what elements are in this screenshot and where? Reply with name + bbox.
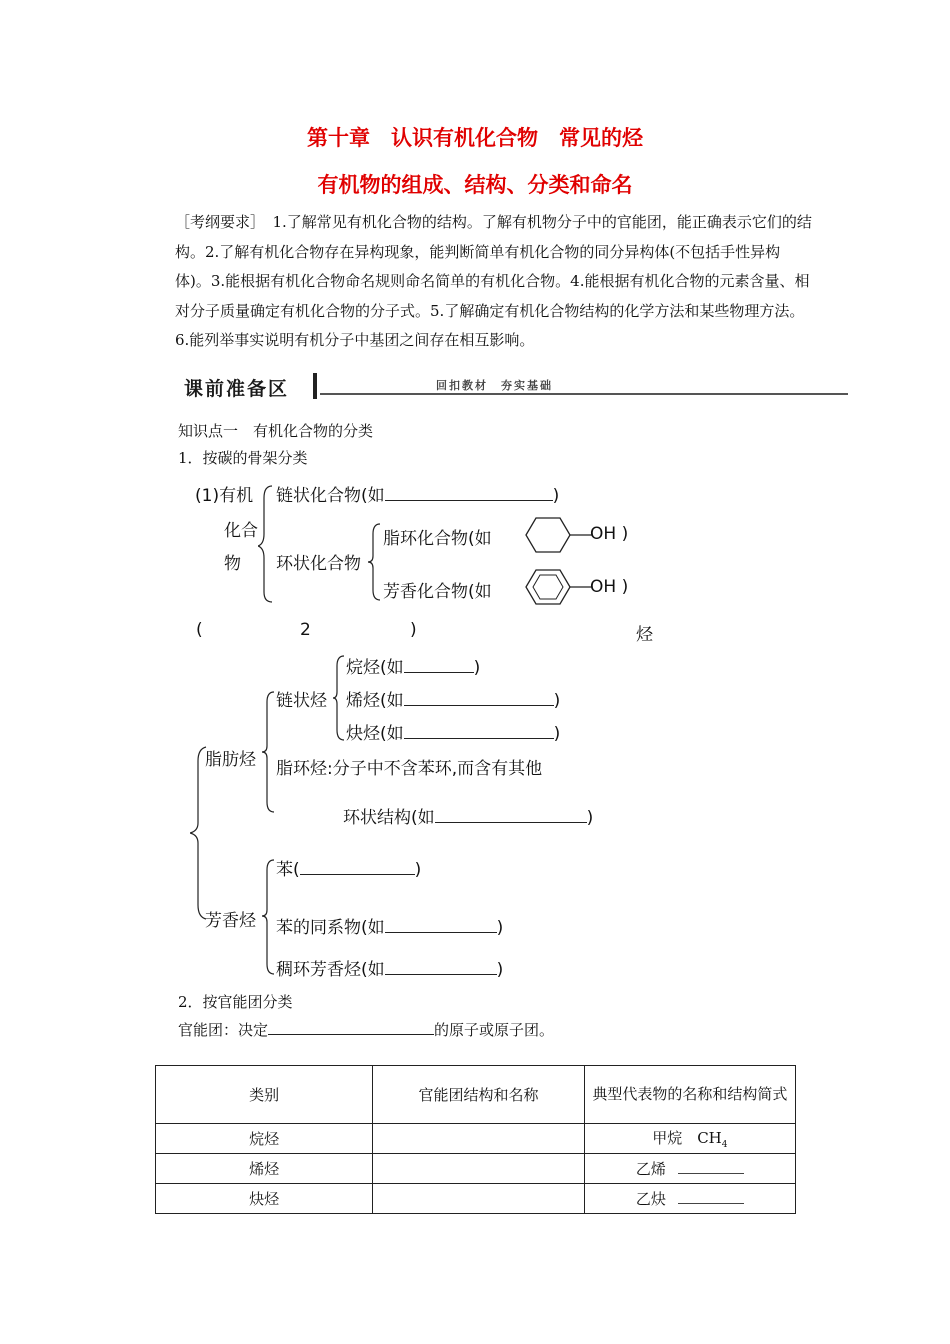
section-rule: [320, 393, 848, 395]
alicyclic-label: 脂环化合物(如: [383, 529, 492, 549]
chain-hydrocarbon-brace: [333, 654, 347, 742]
row-representative: 乙炔: [584, 1184, 795, 1214]
other-ring-label: 环状结构(如 ): [343, 808, 594, 828]
section-tagline: 回扣教材 夯实基础: [436, 379, 553, 392]
alicyclic-oh: OH ): [590, 524, 629, 544]
row-representative: 乙烯: [584, 1154, 795, 1184]
lesson-title: 有机物的组成、结构、分类和命名: [317, 173, 633, 197]
header-representative: 典型代表物的名称和结构简式: [584, 1066, 795, 1124]
row-functional-group: [373, 1124, 584, 1154]
functional-group-heading: 2．按官能团分类: [178, 993, 293, 1011]
alkene-label: 烯烃(如 ): [346, 691, 561, 711]
tree1-root-line1: (1)有机: [195, 486, 254, 506]
answer-blank: [678, 1159, 744, 1174]
header-category: 类别: [156, 1066, 373, 1124]
row-representative: 甲烷 $CH_4$: [584, 1124, 795, 1154]
benzene-homolog-label: 苯的同系物(如 ): [276, 918, 504, 938]
alkyne-label: 炔烃(如 ): [346, 724, 561, 744]
aliphatic-label: 脂肪烃: [205, 750, 256, 770]
aromatic-hydrocarbon-label: 芳香烃: [205, 911, 256, 931]
tree2-number: 2: [300, 620, 311, 640]
section-title: 课前准备区: [184, 378, 290, 400]
functional-group-definition: 官能团：决定 的原子或原子团。: [178, 1021, 555, 1039]
alicyclic-hydrocarbon-label: 脂环烃:分子中不含苯环,而含有其他: [276, 759, 543, 779]
aromatic-compound-label: 芳香化合物(如: [383, 582, 492, 602]
ring-brace: [368, 522, 384, 602]
exam-requirements: ［考纲要求］ 1.了解常见有机化合物的结构。了解有机物分子中的官能团，能正确表示它们的结构。2.了解有机化合物存在异构现象，能判断简单有机化合物的同分异构体(不包括手性异构体)。3.能根据有机化合物命名规则命名简单的有机化合物。4.能根据有机化合物的元素含量、相对分子质量确定有机化合物的分子式。5.了解确定有机化合物结构的化学方法和某些物理方法。6.能列举事实说明有机分子中基团之间存在相互影响。: [175, 213, 812, 349]
row-category: 烷烃: [156, 1124, 373, 1154]
row-category: 烯烃: [156, 1154, 373, 1184]
table-row: [156, 1124, 796, 1154]
hydrocarbon-brace: [190, 745, 210, 921]
table-row: [156, 1184, 796, 1214]
row-functional-group: [373, 1154, 584, 1184]
tree2-close: ): [410, 620, 417, 640]
aromatic-oh: OH ): [590, 577, 629, 597]
chain-compound-label: 链状化合物(如 ): [276, 486, 560, 506]
tree2-open: (: [196, 620, 203, 640]
classification-table: [155, 1065, 796, 1214]
cyclohexanol-structure: [512, 514, 594, 556]
tree1-root-line2: 化合: [224, 521, 258, 541]
table-row: [156, 1154, 796, 1184]
tree1-brace: [258, 484, 278, 604]
knowledge-point-title: 知识点一 有机化合物的分类: [178, 422, 374, 440]
alkane-label: 烷烃(如 ): [346, 658, 481, 678]
phenol-structure: [512, 566, 594, 608]
table-header-row: [156, 1066, 796, 1124]
answer-blank: [678, 1189, 744, 1204]
tree1-root-line3: 物: [224, 554, 241, 574]
ring-compound-label: 环状化合物: [276, 554, 361, 574]
section-divider: [313, 373, 317, 399]
row-functional-group: [373, 1184, 584, 1214]
chain-hydrocarbon-label: 链状烃: [276, 691, 327, 711]
hydrocarbon-label: 烃: [636, 625, 653, 645]
row-category: 炔烃: [156, 1184, 373, 1214]
chapter-title: 第十章 认识有机化合物 常见的烃: [307, 126, 643, 150]
benzene-label: 苯( ): [276, 860, 422, 880]
header-functional-group: 官能团结构和名称: [373, 1066, 584, 1124]
fused-aromatic-label: 稠环芳香烃(如 ): [276, 960, 504, 980]
carbon-skeleton-heading: 1．按碳的骨架分类: [178, 449, 308, 467]
